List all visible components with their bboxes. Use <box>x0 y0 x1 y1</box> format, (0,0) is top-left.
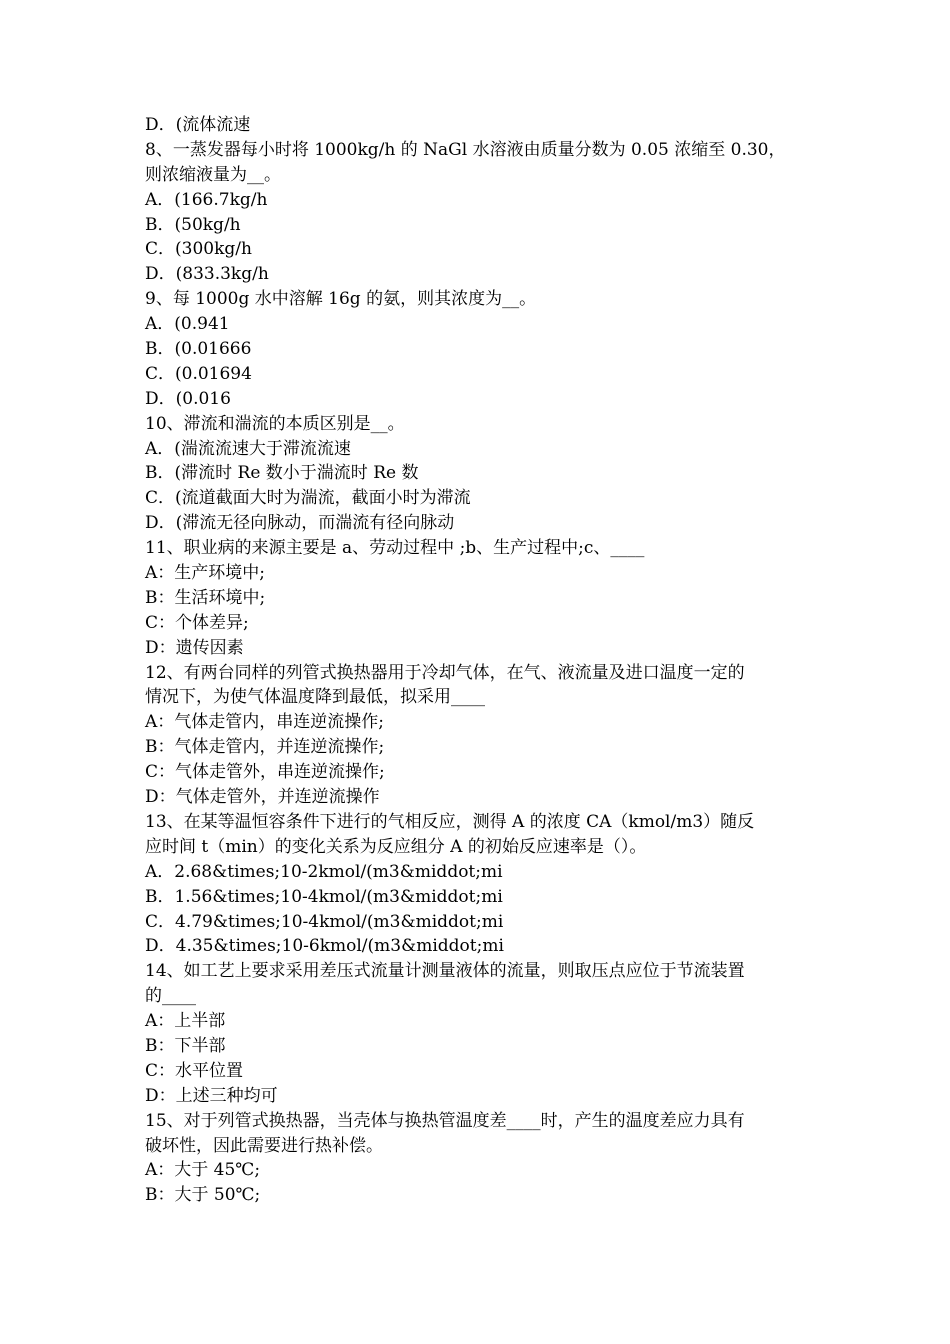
text-line: B．1.56&times;10-4kmol/(m3&middot;mi <box>145 886 503 907</box>
text-line: B：大于 50℃; <box>145 1185 261 1206</box>
text-line: 13、在某等温恒容条件下进行的气相反应，测得 A 的浓度 CA（kmol/m3）随反 <box>145 811 755 832</box>
text-line: B．(0.01666 <box>145 339 252 360</box>
text-line: 的____ <box>145 986 196 1007</box>
document-page <box>145 113 810 1208</box>
text-line: 8、一蒸发器每小时将 1000kg/h 的 NaGl 水溶液由质量分数为 0.05 浓缩至 0.30， <box>145 139 786 160</box>
text-line: D：上述三种均可 <box>145 1085 278 1106</box>
text-line: 破坏性，因此需要进行热补偿。 <box>145 1135 383 1156</box>
text-line: B：下半部 <box>145 1035 226 1056</box>
text-line: 情况下，为使气体温度降到最低，拟采用____ <box>145 687 485 708</box>
text-line: C．(0.01694 <box>145 363 252 384</box>
text-line: A：大于 45℃; <box>145 1160 261 1181</box>
text-line: D：遗传因素 <box>145 637 244 658</box>
text-line: C：个体差异; <box>145 612 249 633</box>
text-line: 则浓缩液量为__。 <box>145 164 281 185</box>
text-line: D．(0.016 <box>145 388 231 409</box>
text-line: D．(833.3kg/h <box>145 264 269 285</box>
text-line: A：上半部 <box>145 1011 226 1032</box>
text-line: A．(0.941 <box>145 314 230 335</box>
text-line: C：水平位置 <box>145 1060 244 1081</box>
text-line: A：生产环境中; <box>145 563 266 584</box>
text-line: A．(166.7kg/h <box>145 189 268 210</box>
text-line: C．(300kg/h <box>145 239 252 260</box>
text-line: 10、滞流和湍流的本质区别是__。 <box>145 413 405 434</box>
text-line: B．(滞流时 Re 数小于湍流时 Re 数 <box>145 463 419 484</box>
text-line: D：气体走管外，并连逆流操作 <box>145 787 380 808</box>
text-line: 9、每 1000g 水中溶解 16g 的氨，则其浓度为__。 <box>145 289 537 310</box>
text-line: 15、对于列管式换热器，当壳体与换热管温度差____时，产生的温度差应力具有 <box>145 1110 745 1131</box>
text-line: B：气体走管内，并连逆流操作; <box>145 737 385 758</box>
text-line: D．4.35&times;10-6kmol/(m3&middot;mi <box>145 936 504 957</box>
text-line: B．(50kg/h <box>145 214 241 235</box>
text-line: 12、有两台同样的列管式换热器用于冷却气体，在气、液流量及进口温度一定的 <box>145 662 745 683</box>
text-line: D．(流体流速 <box>145 115 251 135</box>
text-line: A：气体走管内，串连逆流操作; <box>145 712 385 733</box>
text-line: 11、职业病的来源主要是 a、劳动过程中 ;b、生产过程中;c、____ <box>145 538 645 559</box>
text-line: 14、如工艺上要求采用差压式流量计测量液体的流量，则取压点应位于节流装置 <box>145 961 745 982</box>
text-line: 应时间 t（min）的变化关系为反应组分 A 的初始反应速率是（）。 <box>145 836 647 857</box>
text-line: B：生活环境中; <box>145 587 266 608</box>
text-line: C．4.79&times;10-4kmol/(m3&middot;mi <box>145 911 504 932</box>
text-line: A．(湍流流速大于滞流流速 <box>145 438 351 459</box>
text-line: C．(流道截面大时为湍流，截面小时为滞流 <box>145 488 471 509</box>
text-line: C：气体走管外，串连逆流操作; <box>145 762 385 783</box>
text-line: D．(滞流无径向脉动，而湍流有径向脉动 <box>145 513 455 534</box>
text-line: A．2.68&times;10-2kmol/(m3&middot;mi <box>145 861 503 882</box>
